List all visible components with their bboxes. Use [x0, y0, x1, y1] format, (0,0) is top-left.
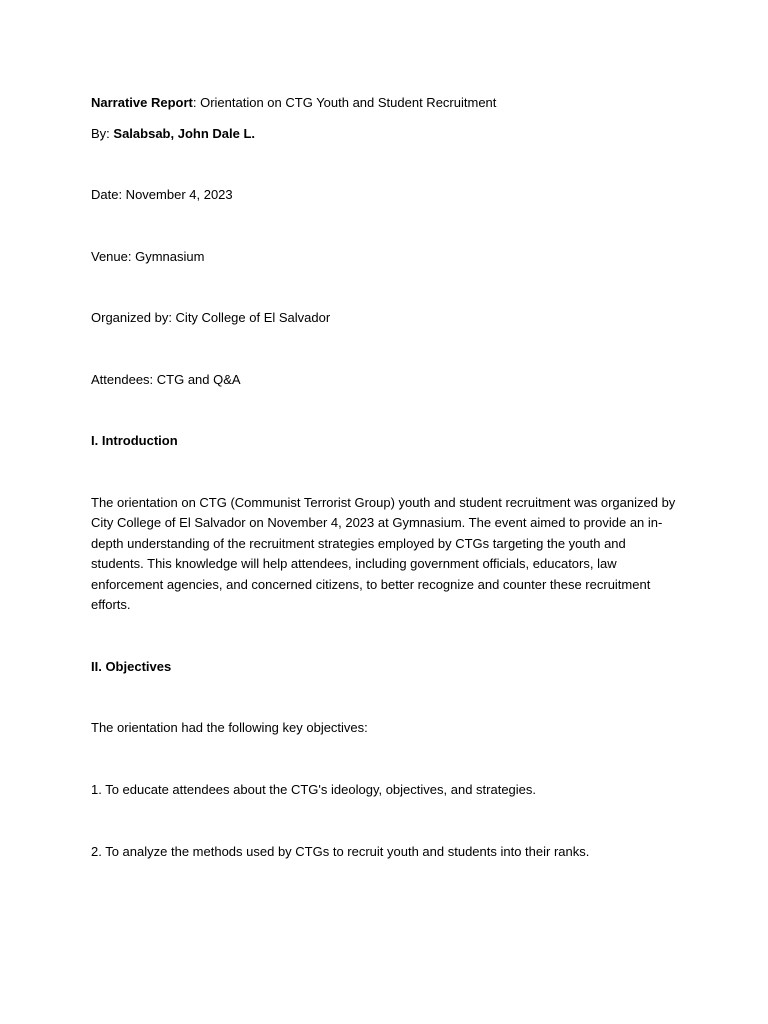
report-title-label: Narrative Report: [91, 95, 193, 110]
objective-item-1: 1. To educate attendees about the CTG's ideology, objectives, and strategies.: [91, 782, 537, 797]
objectives-intro: The orientation had the following key objectives:: [91, 720, 368, 735]
venue-line: Venue: Gymnasium: [91, 249, 205, 264]
introduction-heading: I. Introduction: [91, 433, 178, 448]
report-title-line: [91, 95, 496, 111]
organizer-line: Organized by: City College of El Salvador: [91, 310, 331, 325]
author-label: By:: [91, 126, 114, 141]
objectives-heading: II. Objectives: [91, 659, 172, 674]
author-line: [91, 126, 255, 142]
introduction-paragraph: The orientation on CTG (Communist Terrorist Group) youth and student recruitment was organized by City College of El Salvador on November 4, 2023 at Gymnasium. The event aimed to provide an in-depth understanding of the recruitment strategies employed by CTGs targeting the youth and students. This knowledge will help attendees, including government officials, educators, law enforcement agencies, and concerned citizens, to better recognize and counter these recruitment efforts.: [91, 495, 676, 613]
author-name: Salabsab, John Dale L.: [113, 126, 256, 141]
date-line: Date: November 4, 2023: [91, 187, 233, 202]
report-title-text: : Orientation on CTG Youth and Student Recruitment: [192, 95, 497, 110]
objective-item-2: 2. To analyze the methods used by CTGs to recruit youth and students into their ranks.: [91, 844, 590, 859]
attendees-line: Attendees: CTG and Q&A: [91, 372, 241, 387]
